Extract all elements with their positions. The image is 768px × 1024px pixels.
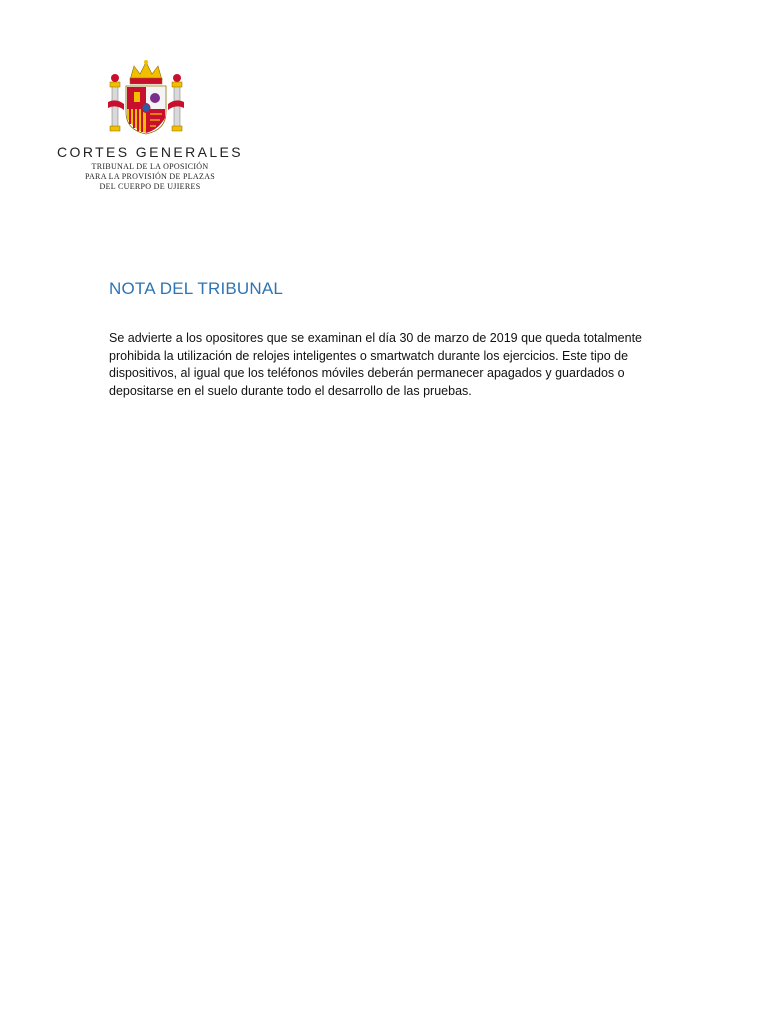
spanish-coat-of-arms-icon xyxy=(106,58,186,138)
note-body xyxy=(109,330,669,400)
org-name: CORTES GENERALES xyxy=(57,144,243,160)
note-body-line: dispositivos, al igual que los teléfonos móviles deberán permanecer apagados y guardados o xyxy=(109,366,625,380)
org-subtitle xyxy=(52,162,248,192)
org-subtitle-line: TRIBUNAL DE LA OPOSICIÓN xyxy=(91,162,209,171)
letterhead xyxy=(52,58,248,192)
org-subtitle-line: PARA LA PROVISIÓN DE PLAZAS xyxy=(84,172,216,181)
note-title: NOTA DEL TRIBUNAL xyxy=(109,279,284,298)
note-body-line: prohibida la utilización de relojes inteligentes o smartwatch durante los ejercicios. Este tipo de xyxy=(109,348,629,363)
note-body-line: Se advierte a los opositores que se examinan el día 30 de marzo de 2019 que queda totalmente xyxy=(109,331,642,345)
note-body-line: depositarse en el suelo durante todo el desarrollo de las pruebas. xyxy=(109,383,472,398)
org-subtitle-line: DEL CUERPO DE UJIERES xyxy=(99,182,201,191)
